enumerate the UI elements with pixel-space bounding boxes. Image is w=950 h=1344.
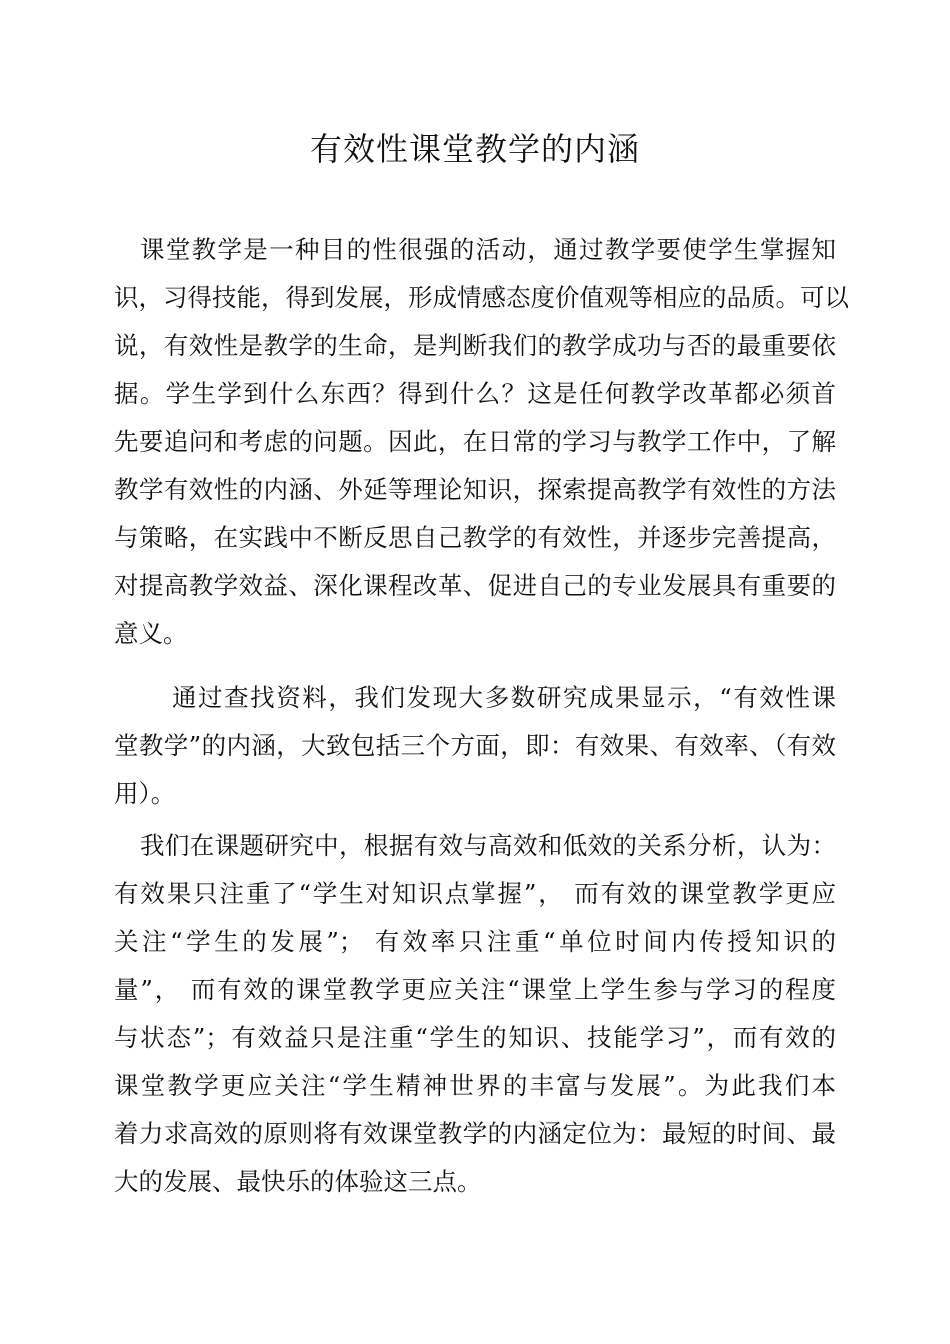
paragraph-line: 对提高教学效益、深化课程改革、促进自己的专业发展具有重要的 <box>114 571 836 600</box>
paragraph-line: 关注“学生的发展”； 有效率只注重“单位时间内传授知识的 <box>114 927 836 956</box>
paragraph-line: 堂教学”的内涵，大致包括三个方面，即：有效果、有效率、（有效 <box>114 731 836 760</box>
paragraph-line: 意义。 <box>114 619 188 648</box>
paragraph-line: 与策略，在实践中不断反思自己教学的有效性，并逐步完善提高， <box>114 523 836 552</box>
paragraph-line: 课堂教学更应关注“学生精神世界的丰富与发展”。为此我们本 <box>114 1071 836 1100</box>
paragraph-line: 用）。 <box>114 779 176 808</box>
paragraph-line: 着力求高效的原则将有效课堂教学的内涵定位为：最短的时间、最 <box>114 1119 836 1148</box>
paragraph-line: 说，有效性是教学的生命，是判断我们的教学成功与否的最重要依 <box>114 331 836 360</box>
paragraph-line: 先要追问和考虑的问题。因此，在日常的学习与教学工作中，了解 <box>114 427 836 456</box>
document-title: 有效性课堂教学的内涵 <box>309 130 640 168</box>
paragraph-line: 课堂教学是一种目的性很强的活动，通过教学要使学生掌握知 <box>140 235 836 264</box>
paragraph-line: 量”， 而有效的课堂教学更应关注“课堂上学生参与学习的程度 <box>114 975 836 1004</box>
paragraph-line: 识，习得技能，得到发展，形成情感态度价值观等相应的品质。可以 <box>114 283 849 312</box>
paragraph-line: 通过查找资料，我们发现大多数研究成果显示，“有效性课 <box>172 683 836 712</box>
paragraph-line: 据。学生学到什么东西？得到什么？这是任何教学改革都必须首 <box>114 379 836 408</box>
paragraph-line: 大的发展、最快乐的体验这三点。 <box>114 1167 482 1196</box>
paragraph-line: 与状态”；有效益只是注重“学生的知识、技能学习”，而有效的 <box>114 1023 836 1052</box>
paragraph-line: 教学有效性的内涵、外延等理论知识，探索提高教学有效性的方法 <box>114 475 836 504</box>
paragraph-line: 有效果只注重了“学生对知识点掌握”， 而有效的课堂教学更应 <box>114 879 836 908</box>
paragraph-line: 我们在课题研究中，根据有效与高效和低效的关系分析，认为： <box>140 831 836 860</box>
